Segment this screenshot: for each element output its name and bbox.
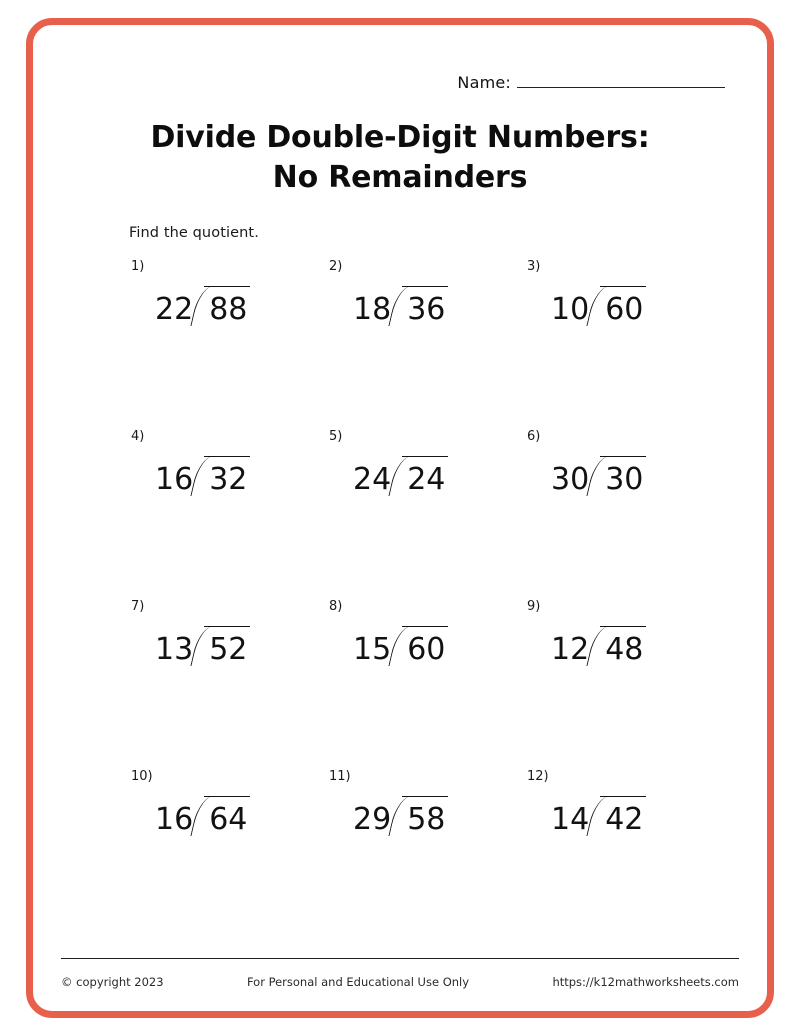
long-division-bracket-icon xyxy=(394,285,448,328)
page-title-line2: No Remainders xyxy=(272,159,528,195)
divisor: 15 xyxy=(353,632,392,668)
name-label: Name: xyxy=(457,73,511,92)
long-division-bracket-icon xyxy=(394,455,448,498)
dividend: 88 xyxy=(209,292,248,328)
footer-usage-note: For Personal and Educational Use Only xyxy=(246,975,470,989)
division-expression xyxy=(155,455,250,498)
long-division-bracket-icon xyxy=(592,795,646,838)
long-division-bracket-icon xyxy=(394,795,448,838)
division-expression xyxy=(155,625,250,668)
name-row xyxy=(67,73,733,92)
instruction-text: Find the quotient. xyxy=(129,225,259,242)
division-expression xyxy=(551,795,646,838)
long-division-bracket-icon xyxy=(592,285,646,328)
division-expression xyxy=(353,285,448,328)
problem-item xyxy=(517,421,715,591)
division-expression xyxy=(353,795,448,838)
long-division-bracket-icon xyxy=(196,795,250,838)
divisor: 16 xyxy=(155,802,194,838)
problem-number: 12) xyxy=(527,769,549,785)
worksheet-page xyxy=(26,18,774,1018)
long-division-bracket-icon xyxy=(394,625,448,668)
divisor: 14 xyxy=(551,802,590,838)
division-expression xyxy=(353,455,448,498)
problem-item xyxy=(121,761,319,931)
problem-number: 6) xyxy=(527,429,541,445)
problem-number: 8) xyxy=(329,599,343,615)
dividend: 36 xyxy=(407,292,446,328)
long-division-bracket-icon xyxy=(592,455,646,498)
problem-grid xyxy=(67,251,733,931)
divisor: 12 xyxy=(551,632,590,668)
long-division-bracket-icon xyxy=(592,625,646,668)
problem-item xyxy=(319,421,517,591)
dividend: 60 xyxy=(407,632,446,668)
problem-number: 9) xyxy=(527,599,541,615)
divisor: 16 xyxy=(155,462,194,498)
problem-item xyxy=(121,421,319,591)
problem-item xyxy=(319,251,517,421)
division-expression xyxy=(155,795,250,838)
long-division-bracket-icon xyxy=(196,285,250,328)
problem-number: 1) xyxy=(131,259,145,275)
divisor: 29 xyxy=(353,802,392,838)
footer-divider xyxy=(61,958,739,959)
problem-number: 5) xyxy=(329,429,343,445)
dividend: 60 xyxy=(605,292,644,328)
footer-website-url: https://k12mathworksheets.com xyxy=(552,975,739,989)
worksheet-sheet xyxy=(33,25,767,1011)
problem-item xyxy=(319,591,517,761)
problem-number: 10) xyxy=(131,769,153,785)
problem-number: 11) xyxy=(329,769,351,785)
dividend: 32 xyxy=(209,462,248,498)
dividend: 24 xyxy=(407,462,446,498)
name-input-blank[interactable] xyxy=(517,73,725,88)
problem-item xyxy=(121,251,319,421)
division-expression xyxy=(551,285,646,328)
dividend: 58 xyxy=(407,802,446,838)
dividend: 64 xyxy=(209,802,248,838)
footer xyxy=(61,975,739,989)
divisor: 24 xyxy=(353,462,392,498)
problem-number: 7) xyxy=(131,599,145,615)
dividend: 42 xyxy=(605,802,644,838)
divisor: 13 xyxy=(155,632,194,668)
dividend: 30 xyxy=(605,462,644,498)
dividend: 52 xyxy=(209,632,248,668)
division-expression xyxy=(551,455,646,498)
long-division-bracket-icon xyxy=(196,455,250,498)
page-title xyxy=(67,118,733,197)
page-title-line1: Divide Double-Digit Numbers: xyxy=(150,120,650,155)
problem-item xyxy=(121,591,319,761)
dividend: 48 xyxy=(605,632,644,668)
divisor: 22 xyxy=(155,292,194,328)
divisor: 10 xyxy=(551,292,590,328)
division-expression xyxy=(155,285,250,328)
problem-item xyxy=(517,251,715,421)
division-expression xyxy=(353,625,448,668)
division-expression xyxy=(551,625,646,668)
footer-copyright: © copyright 2023 xyxy=(61,975,164,989)
problem-item xyxy=(319,761,517,931)
divisor: 18 xyxy=(353,292,392,328)
problem-number: 4) xyxy=(131,429,145,445)
long-division-bracket-icon xyxy=(196,625,250,668)
problem-number: 3) xyxy=(527,259,541,275)
problem-item xyxy=(517,591,715,761)
problem-item xyxy=(517,761,715,931)
problem-number: 2) xyxy=(329,259,343,275)
divisor: 30 xyxy=(551,462,590,498)
